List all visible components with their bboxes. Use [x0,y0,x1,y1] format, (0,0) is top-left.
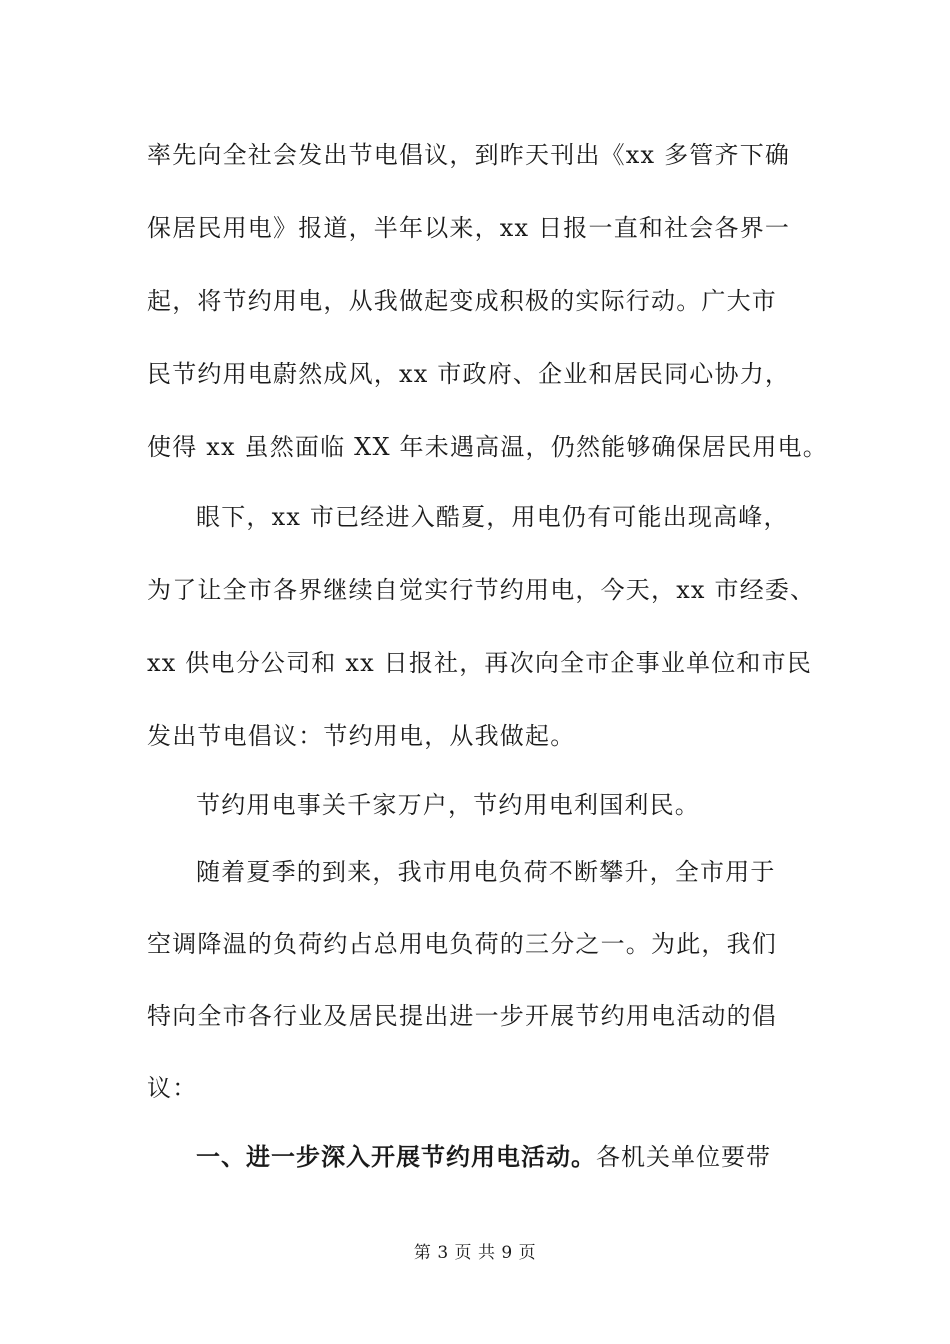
paragraph-line: 民节约用电蔚然成风，xx 市政府、企业和居民同心协力， [147,360,791,388]
paragraph-line: 随着夏季的到来，我市用电负荷不断攀升，全市用于 [196,858,776,886]
section-heading-title: 一、进一步深入开展节约用电活动。 [196,1143,596,1171]
paragraph-line: xx 供电分公司和 xx 日报社，再次向全市企事业单位和市民 [147,649,813,677]
paragraph-line: 特向全市各行业及居民提出进一步开展节约用电活动的倡 [147,1002,777,1030]
section-heading-text: 各机关单位要带 [596,1143,771,1171]
paragraph-line: 节约用电事关千家万户，节约用电利国利民。 [196,791,700,819]
paragraph-line: 发出节电倡议：节约用电，从我做起。 [147,722,576,750]
paragraph-line: 保居民用电》报道，半年以来，xx 日报一直和社会各界一 [147,214,791,242]
paragraph-line: 议： [147,1074,198,1102]
page-footer: 第 3 页 共 9 页 [413,1243,537,1263]
paragraph-line: 为了让全市各界继续自觉实行节约用电，今天，xx 市经委、 [147,576,816,604]
section-heading [196,1142,866,1172]
paragraph-line: 空调降温的负荷约占总用电负荷的三分之一。为此，我们 [147,930,777,958]
paragraph-line: 率先向全社会发出节电倡议，到昨天刊出《xx 多管齐下确 [147,141,791,169]
paragraph-line: 眼下，xx 市已经进入酷夏，用电仍有可能出现高峰， [196,503,789,531]
paragraph-line: 使得 xx 虽然面临 XX 年未遇高温，仍然能够确保居民用电。 [147,433,828,461]
paragraph-line: 起，将节约用电，从我做起变成积极的实际行动。广大市 [147,287,777,315]
